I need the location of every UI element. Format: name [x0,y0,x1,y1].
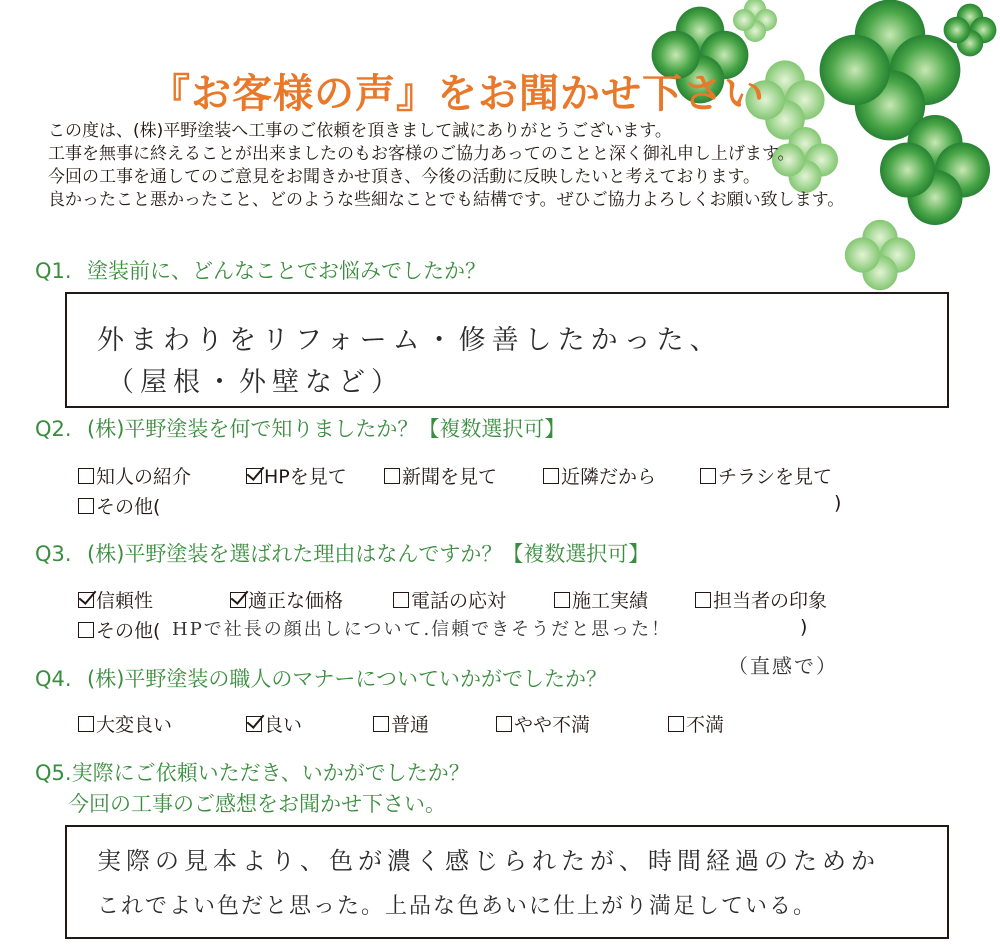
checkbox[interactable] [668,716,684,732]
q4-option-good[interactable] [246,710,302,737]
checkbox[interactable] [78,716,94,732]
option-label: 信頼性 [96,590,154,612]
q2-options [78,462,898,488]
question-5-subtext: 今回の工事のご感想をお聞かせ下さい。 [68,792,446,816]
q1-answer-line: （屋根・外壁など） [107,367,404,398]
checkbox[interactable] [695,592,711,608]
question-number: Q1. [35,259,72,283]
checkbox-checked[interactable] [246,468,262,484]
option-label: HPを見て [264,466,347,488]
checkbox-checked[interactable] [78,592,94,608]
question-number: Q5. [35,761,72,785]
q2-option-other[interactable] [78,492,160,519]
checkbox-checked[interactable] [246,716,262,732]
checkbox-checked[interactable] [230,592,246,608]
q5-answer-line: これでよい色だと思った。上品な色あいに仕上がり満足している。 [97,894,818,919]
option-label: 適正な価格 [248,590,344,612]
checkbox[interactable] [384,468,400,484]
q3-option-price[interactable] [230,586,343,613]
q2-option-acquaintance[interactable] [78,462,191,489]
q4-option-very-good[interactable] [78,710,172,737]
question-text: 実際にご依頼いただき、いかがでしたか？ [71,761,470,785]
q3-option-results[interactable] [554,586,648,613]
option-label: その他( [96,620,161,642]
page-title: 『お客様の声』をお聞かせ下さい [150,71,765,117]
q3-option-staff[interactable] [695,586,827,613]
q4-option-average[interactable] [373,710,429,737]
q3-option-trust[interactable] [78,586,153,613]
question-text: 塗装前に、どんなことでお悩みでしたか？ [87,259,486,283]
q4-option-somewhat-unsatisfied[interactable] [496,710,590,737]
checkbox[interactable] [554,592,570,608]
intro-line: 今回の工事を通してのご意見をお聞きかせ頂き、今後の活動に反映したいと考えております。 [48,167,760,187]
checkbox[interactable] [78,498,94,514]
q4-options [78,710,898,736]
checkbox[interactable] [393,592,409,608]
q4-handwritten-note: （直感で） [728,654,838,678]
q3-other-close: ) [800,616,808,638]
q2-option-newspaper[interactable] [384,462,497,489]
option-label: 大変良い [96,714,173,736]
multi-select-tag: 【複数選択可】 [502,542,650,566]
option-label: チラシを見て [718,466,833,488]
option-label: 不満 [686,714,725,736]
option-label: 担当者の印象 [713,590,828,612]
option-label: 電話の応対 [411,590,507,612]
question-text: (株)平野塗装の職人のマナーについていかがでしたか？ [87,667,607,691]
q3-option-other[interactable] [78,616,160,643]
option-label: 近隣だから [561,466,657,488]
checkbox[interactable] [543,468,559,484]
q3-other-answer: HPで社長の顔出しについて.信頼できそうだと思った！ [172,619,672,640]
q5-answer-box[interactable] [65,825,949,939]
question-5 [35,757,470,787]
option-label: 普通 [391,714,430,736]
option-label: その他( [96,496,161,518]
question-text: (株)平野塗装を何で知りましたか？ [87,417,419,441]
q2-other-close: ) [834,492,842,514]
question-number: Q3. [35,542,72,566]
question-4 [35,663,607,693]
q1-answer-line: 外まわりをリフォーム・修善したかった、 [97,325,723,356]
multi-select-tag: 【複数選択可】 [418,417,566,441]
question-text: (株)平野塗装を選ばれた理由はなんですか？ [87,542,503,566]
checkbox[interactable] [78,622,94,638]
intro-text [48,120,948,212]
question-1 [35,255,486,285]
q2-option-hp[interactable] [246,462,347,489]
option-label: 施工実績 [572,590,649,612]
option-label: 知人の紹介 [96,466,192,488]
q4-option-unsatisfied[interactable] [668,710,724,737]
question-2 [35,413,565,443]
q3-options [78,586,898,612]
question-number: Q2. [35,417,72,441]
question-3 [35,538,649,568]
checkbox[interactable] [496,716,512,732]
option-label: 良い [264,714,303,736]
intro-line: 良かったこと悪かったこと、どのような些細なことでも結構です。ぜひご協力よろしくお願い致します。 [48,190,845,210]
q5-answer-line: 実際の見本より、色が濃く感じられたが、時間経過のためか [97,847,880,875]
q3-option-phone[interactable] [393,586,506,613]
q1-answer-box[interactable] [65,292,949,408]
checkbox[interactable] [700,468,716,484]
option-label: やや不満 [514,714,591,736]
q2-option-neighborhood[interactable] [543,462,656,489]
checkbox[interactable] [78,468,94,484]
question-number: Q4. [35,667,72,691]
checkbox[interactable] [373,716,389,732]
intro-line: この度は、(株)平野塗装へ工事のご依頼を頂きまして誠にありがとうございます。 [48,121,672,141]
option-label: 新聞を見て [402,466,498,488]
intro-line: 工事を無事に終えることが出来ましたのもお客様のご協力あってのことと深く御礼申し上げます。 [48,144,795,164]
q2-option-flyer[interactable] [700,462,832,489]
